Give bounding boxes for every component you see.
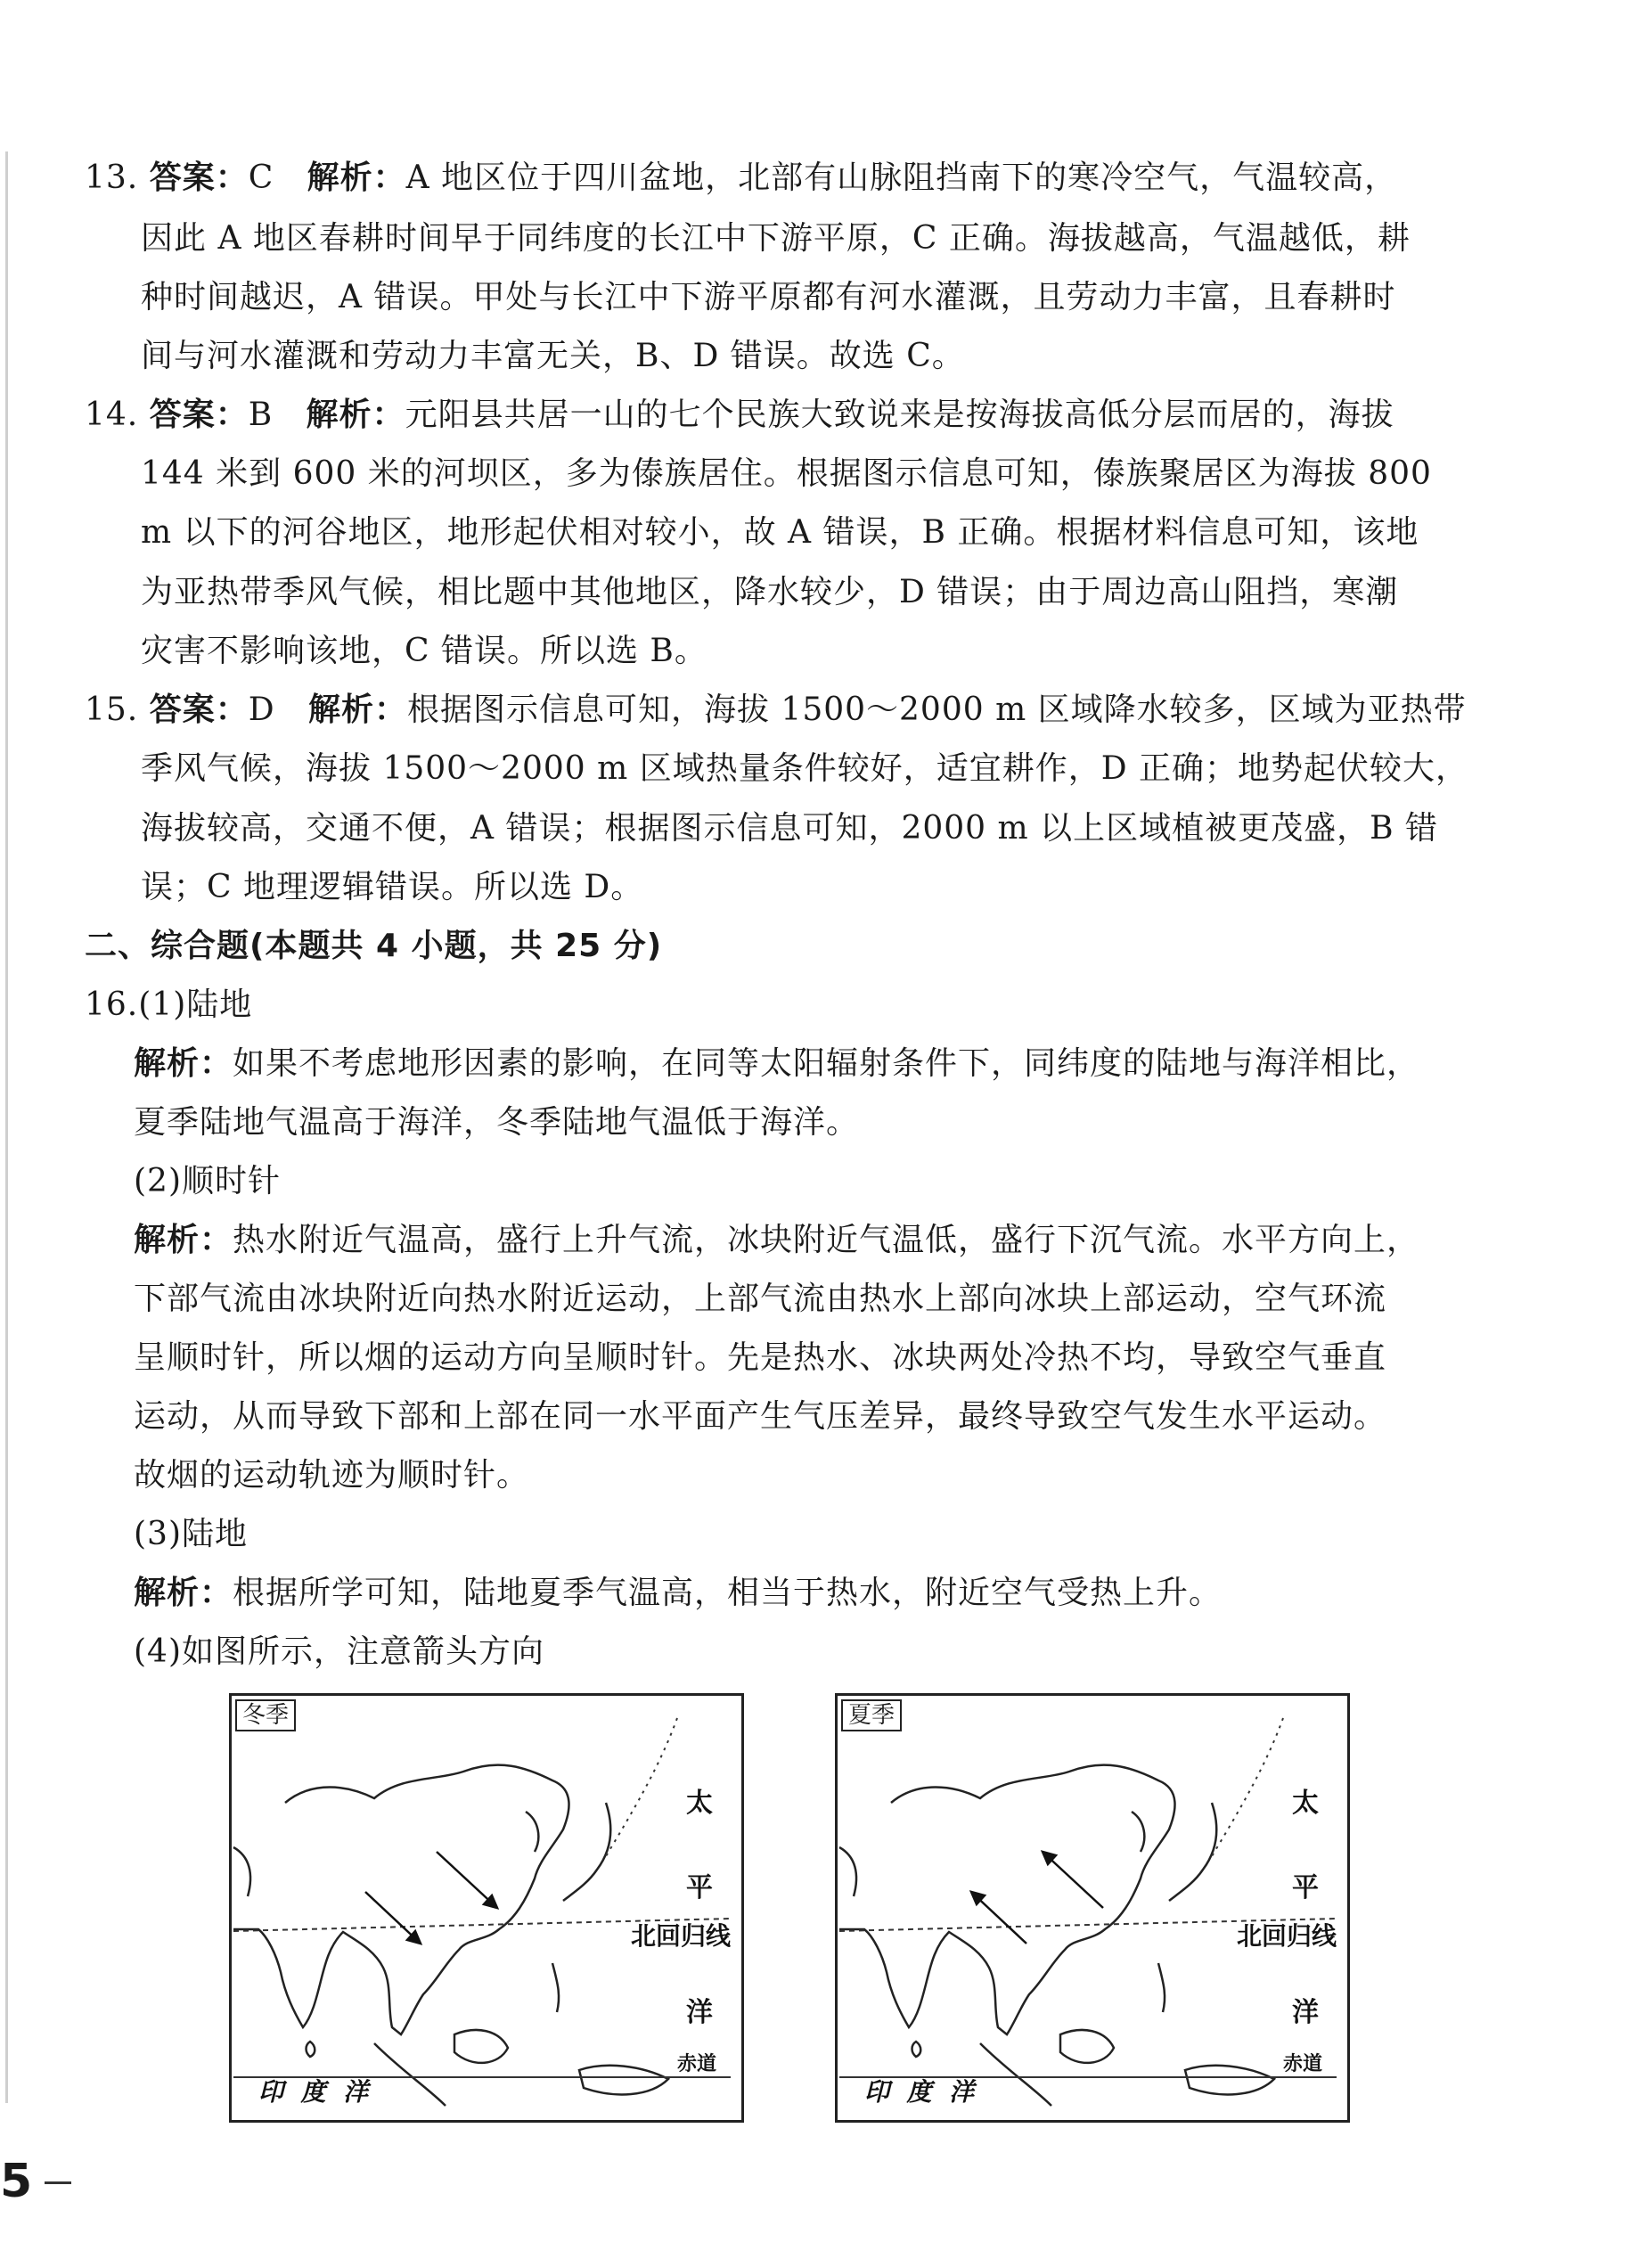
korea-peninsula (1132, 1812, 1144, 1852)
q13-line: 因此 A 地区春耕时间早于同纬度的长江中下游平原，C 正确。海拔越高，气温越低，耕 (141, 220, 1411, 257)
indian-ocean-label: 印 度 洋 (258, 2077, 368, 2107)
arabia (233, 1847, 250, 1896)
q13-answer: C (248, 160, 274, 196)
sumatra (980, 2043, 1051, 2106)
q13-line: A 地区位于四川盆地，北部有山脉阻挡南下的寒冷空气，气温较高， (405, 160, 1398, 196)
pacific-label: 平 (686, 1872, 713, 1903)
pacific-label: 太 (1292, 1788, 1319, 1819)
analysis-label: 解析： (134, 1575, 233, 1611)
analysis-label: 解析： (134, 1045, 233, 1082)
q15-first-line (85, 691, 1467, 730)
q16-p2-line: 故烟的运动轨迹为顺时针。 (134, 1457, 530, 1494)
q16-part3-label: (3)陆地 (134, 1516, 248, 1552)
q15-answer: D (248, 692, 275, 728)
q13-answer-label: 答案： (149, 160, 249, 196)
winter-monsoon-map (229, 1693, 744, 2123)
q13-first-line (85, 159, 1397, 198)
sri-lanka (307, 2042, 315, 2057)
pacific-label: 太 (686, 1788, 713, 1819)
q15-number: 15. (85, 692, 139, 728)
pacific-label: 洋 (1292, 1997, 1319, 2028)
pacific-dots (1212, 1718, 1283, 1856)
footer-dash (45, 2181, 71, 2184)
q16-p1-line: 夏季陆地气温高于海洋，冬季陆地气温低于海洋。 (134, 1104, 860, 1141)
q14-line: 灾害不影响该地，C 错误。所以选 B。 (141, 633, 707, 669)
q16-number: 16. (85, 986, 139, 1023)
q16-p2-line: 运动，从而导致下部和上部在同一水平面产生气压差异，最终导致空气发生水平运动。 (134, 1398, 1387, 1435)
q15-line: 季风气候，海拔 1500～2000 m 区域热量条件较好，适宜耕作，D 正确；地势起伏较大， (141, 750, 1469, 787)
q14-line: 元阳县共居一山的七个民族大致说来是按海拔高低分层而居的，海拔 (405, 397, 1394, 433)
q15-answer-label: 答案： (149, 692, 249, 728)
q14-line: 为亚热带季风气候，相比题中其他地区，降水较少，D 错误；由于周边高山阻挡，寒潮 (141, 574, 1399, 610)
q16-p3-line: 根据所学可知，陆地夏季气温高，相当于热水，附近空气受热上升。 (233, 1575, 1223, 1611)
korea-peninsula (526, 1812, 538, 1852)
wind-arrow (365, 1892, 421, 1944)
q16-part2-analysis (134, 1221, 1419, 1260)
arabia (839, 1847, 856, 1896)
indian-ocean-label: 印 度 洋 (864, 2077, 974, 2107)
q16-p2-line: 呈顺时针，所以烟的运动方向呈顺时针。先是热水、冰块两处冷热不均，导致空气垂直 (134, 1339, 1387, 1376)
q16-part4-label: (4)如图所示，注意箭头方向 (134, 1633, 544, 1670)
pacific-label: 洋 (686, 1997, 713, 2028)
q14-first-line (85, 396, 1394, 435)
q13-line: 种时间越迟，A 错误。甲处与长江中下游平原都有河水灌溉，且劳动力丰富，且春耕时 (141, 279, 1396, 315)
q16-p2-line: 热水附近气温高，盛行上升气流，冰块附近气温低，盛行下沉气流。水平方向上， (233, 1222, 1420, 1258)
japan-islands (563, 1803, 610, 1901)
asia-coastline (233, 1765, 569, 2034)
tropic-label: 北回归线 (631, 1921, 732, 1951)
q13-analysis-label: 解析： (307, 160, 406, 196)
map-drawing (232, 1696, 741, 2120)
q16-p1-line: 如果不考虑地形因素的影响，在同等太阳辐射条件下，同纬度的陆地与海洋相比， (233, 1045, 1420, 1082)
q16-part1-analysis (134, 1044, 1419, 1084)
q16-p2-line: 下部气流由冰块附近向热水附近运动，上部气流由热水上部向冰块上部运动，空气环流 (134, 1281, 1387, 1317)
borneo (1060, 2030, 1114, 2063)
q14-line: m 以下的河谷地区，地形起伏相对较小，故 A 错误，B 正确。根据材料信息可知，该地 (141, 514, 1419, 551)
tropic-label: 北回归线 (1237, 1921, 1337, 1951)
section-heading: 二、综合题(本题共 4 小题，共 25 分) (85, 928, 663, 964)
page-number: 5 (0, 2155, 33, 2208)
pacific-dots (606, 1718, 677, 1856)
map-drawing (838, 1696, 1347, 2120)
equator-label: 赤道 (677, 2053, 717, 2075)
equator-label: 赤道 (1283, 2053, 1323, 2075)
wind-arrow (971, 1892, 1026, 1944)
borneo (454, 2030, 508, 2063)
new-guinea (1185, 2066, 1274, 2095)
asia-coastline (839, 1765, 1175, 2034)
q14-line: 144 米到 600 米的河坝区，多为傣族居住。根据图示信息可知，傣族聚居区为海拔 800 (141, 455, 1432, 492)
q14-answer-label: 答案： (149, 397, 249, 433)
q16-first-line (85, 986, 252, 1025)
q16-part2-label: (2)顺时针 (134, 1163, 281, 1199)
q13-line: 间与河水灌溉和劳动力丰富无关，B、D 错误。故选 C。 (141, 338, 965, 374)
q15-line: 根据图示信息可知，海拔 1500～2000 m 区域降水较多，区域为亚热带 (406, 692, 1467, 728)
summer-monsoon-map (835, 1693, 1350, 2123)
q14-answer: B (248, 397, 274, 433)
q14-analysis-label: 解析： (306, 397, 405, 433)
map-season-label: 冬季 (235, 1699, 296, 1731)
philippines (552, 1963, 559, 2012)
japan-islands (1169, 1803, 1216, 1901)
q13-number: 13. (85, 160, 139, 196)
q15-analysis-label: 解析： (307, 692, 407, 728)
sumatra (374, 2043, 446, 2106)
q16-part3-analysis (134, 1574, 1222, 1613)
pacific-label: 平 (1292, 1872, 1319, 1903)
wind-arrow (437, 1852, 497, 1908)
sri-lanka (912, 2042, 921, 2057)
q15-line: 误；C 地理逻辑错误。所以选 D。 (141, 869, 644, 905)
map-season-label: 夏季 (841, 1699, 902, 1731)
q16-part1-label: (1)陆地 (138, 986, 253, 1023)
wind-arrow (1043, 1852, 1103, 1908)
q14-number: 14. (85, 397, 139, 433)
q15-line: 海拔较高，交通不便，A 错误；根据图示信息可知，2000 m 以上区域植被更茂盛，B 错 (141, 810, 1438, 847)
analysis-label: 解析： (134, 1222, 233, 1258)
new-guinea (579, 2066, 668, 2095)
philippines (1158, 1963, 1165, 2012)
